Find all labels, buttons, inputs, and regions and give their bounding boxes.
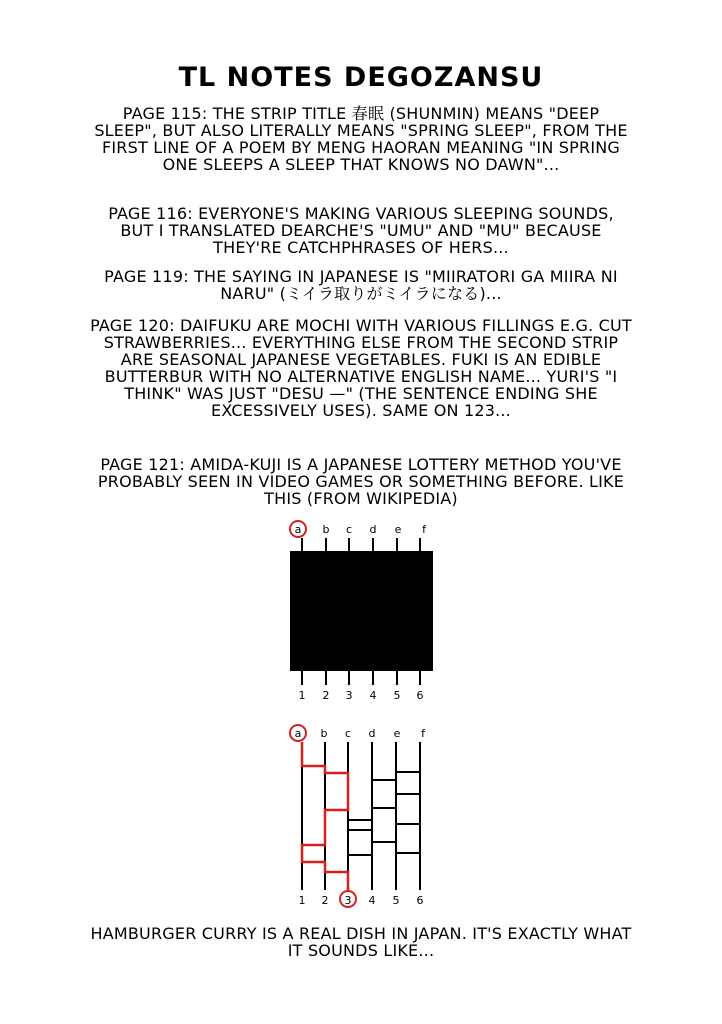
bottom-labels-2 (299, 894, 424, 907)
top-label: a (294, 523, 302, 536)
amida-diagram-revealed (290, 725, 426, 907)
bottom-label: 3 (345, 689, 353, 702)
bottom-label: 6 (416, 894, 424, 907)
bottom-label: 2 (321, 894, 329, 907)
note-page-121: PAGE 121: AMIDA-KUJI IS A JAPANESE LOTTERY METHOD YOU'VE PROBABLY SEEN IN VIDEO GAMES OR SOMETHING BEFORE. LIKE THIS (FROM WIKIPEDIA) (97, 455, 625, 508)
top-label: a (294, 727, 302, 740)
note-page-119: PAGE 119: THE SAYING IN JAPANESE IS "MIIRATORI GA MIIRA NI NARU" (ミイラ取りがミイラになる)... (104, 267, 618, 303)
bottom-label: 5 (393, 689, 401, 702)
top-label: c (345, 523, 353, 536)
amida-diagram-hidden (290, 521, 433, 702)
top-label: d (369, 523, 377, 536)
top-label: b (320, 727, 328, 740)
bottom-label: 1 (298, 894, 306, 907)
rungs (348, 772, 420, 855)
note-page-116: PAGE 116: EVERYONE'S MAKING VARIOUS SLEEPING SOUNDS, BUT I TRANSLATED DEARCHE'S "UMU" AND "MU" BECAUSE THEY'RE CATCHPHRASES OF HERS... (108, 204, 614, 257)
top-label: b (322, 523, 330, 536)
top-labels-2 (295, 727, 426, 740)
note-page-115: PAGE 115: THE STRIP TITLE 春眠 (SHUNMIN) MEANS "DEEP SLEEP", BUT ALSO LITERALLY MEANS "SPRING SLEEP", FROM THE FIRST LINE OF A POEM BY MENG HAORAN MEANING "IN SPRING ONE SLEEPS A SLEEP THAT KNOWS NO DAWN"... (94, 104, 628, 174)
note-page-120: PAGE 120: DAIFUKU ARE MOCHI WITH VARIOUS FILLINGS E.G. CUT STRAWBERRIES... EVERYTHING ELSE FROM THE SECOND STRIP ARE SEASONAL JAPANESE VEGETABLES. FUKI IS AN EDIBLE BUTTERBUR WITH NO ALTERNATIVE ENGLISH NAME... YURI'S "I THINK" WAS JUST "DESU —" (THE SENTENCE ENDING SHE EXCESSIVELY USES). SAME ON 123... (90, 316, 632, 420)
vertical-lines-2 (302, 742, 420, 890)
top-label: e (393, 727, 401, 740)
bottom-label: 4 (369, 689, 377, 702)
top-labels-1 (295, 523, 427, 536)
page-title: TL NOTES DEGOZANSU (178, 62, 544, 93)
note-hamburger-curry: HAMBURGER CURRY IS A REAL DISH IN JAPAN. IT'S EXACTLY WHAT IT SOUNDS LIKE... (90, 924, 632, 960)
bottom-label: 2 (322, 689, 330, 702)
bottom-label: 3 (344, 894, 352, 907)
top-label: d (368, 727, 376, 740)
hiding-box (290, 551, 433, 671)
bottom-labels-1 (299, 689, 424, 702)
top-label: f (421, 727, 425, 740)
bottom-label: 5 (392, 894, 400, 907)
bottom-label: 6 (416, 689, 424, 702)
bottom-label: 4 (368, 894, 376, 907)
top-label: c (344, 727, 352, 740)
bottom-label: 1 (298, 689, 306, 702)
top-label: e (394, 523, 402, 536)
top-label: f (422, 523, 426, 536)
